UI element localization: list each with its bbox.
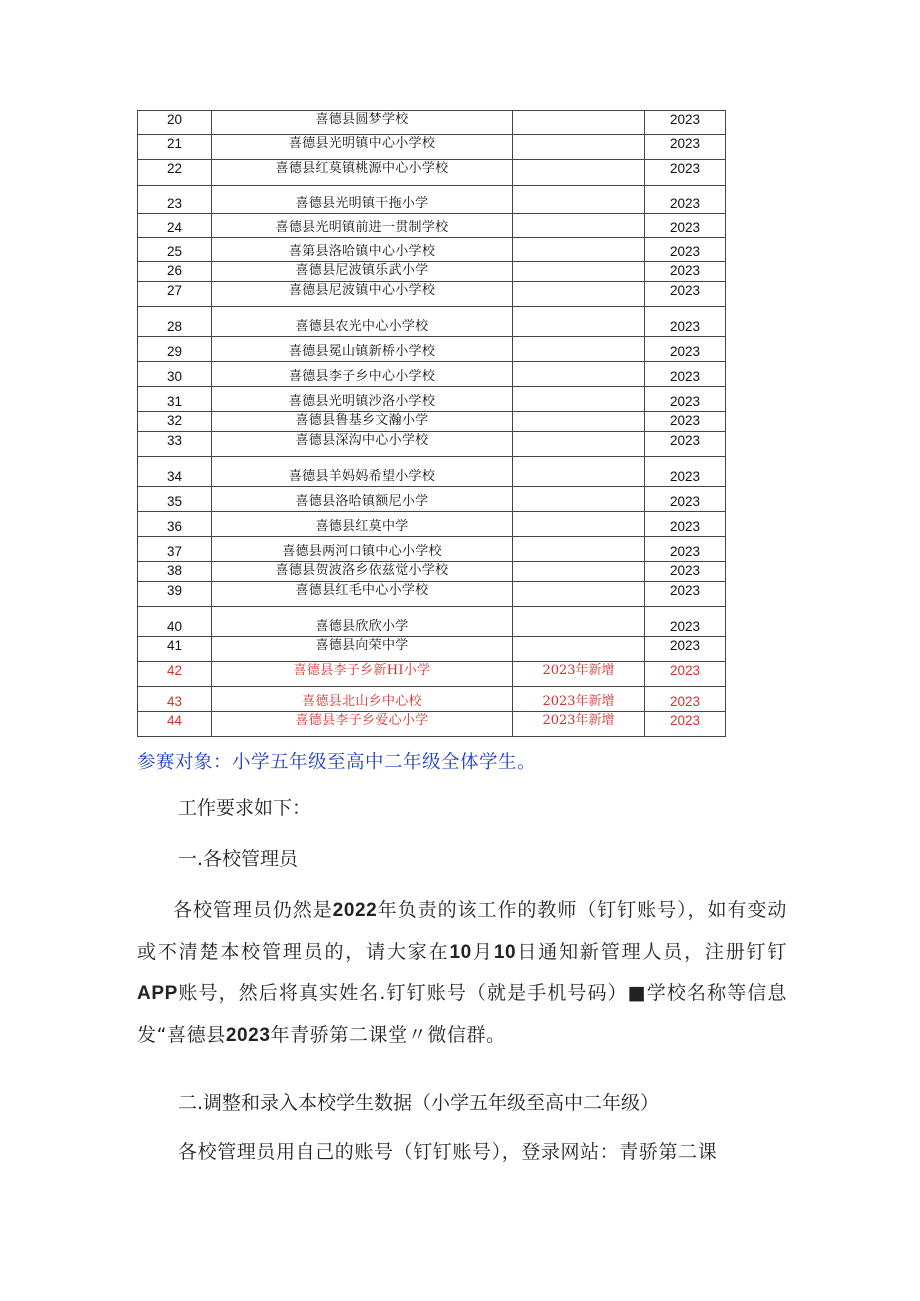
note-cell [513, 412, 645, 432]
row-number-cell: 42 [138, 662, 212, 687]
year-cell: 2023 [645, 387, 726, 412]
section-2-title: 二.调整和录入本校学生数据（小学五年级至高中二年级） [178, 1092, 660, 1114]
school-name-cell: 喜德县圆梦学校 [212, 111, 513, 135]
body-number: 10 [449, 941, 472, 963]
school-name-cell: 喜德县光明镇中心小学校 [212, 135, 513, 160]
note-cell [513, 512, 645, 537]
note-cell: 2023年新增 [513, 712, 645, 737]
table-row [138, 214, 726, 238]
year-cell: 2023 [645, 214, 726, 238]
year-cell: 2023 [645, 687, 726, 712]
table-row [138, 262, 726, 282]
note-cell [513, 582, 645, 607]
row-number-cell: 30 [138, 362, 212, 387]
body-app: APP [137, 983, 178, 1004]
note-cell [513, 307, 645, 337]
body-text: 年负责的该工作的教师（钉钉账号），如有变动或不清楚本校管理员的，请大家在 [137, 899, 787, 963]
year-cell: 2023 [645, 262, 726, 282]
school-name-cell: 喜德县光明镇干拖小学 [212, 186, 513, 214]
row-number-cell: 25 [138, 238, 212, 262]
year-cell: 2023 [645, 135, 726, 160]
row-number-cell: 34 [138, 457, 212, 487]
table-row [138, 412, 726, 432]
table-row [138, 487, 726, 512]
school-name-cell: 喜德县向荣中学 [212, 637, 513, 662]
note-cell [513, 487, 645, 512]
school-name-cell: 喜德县欣欣小学 [212, 607, 513, 637]
note-cell [513, 135, 645, 160]
year-cell: 2023 [645, 412, 726, 432]
note-cell [513, 111, 645, 135]
table-row [138, 637, 726, 662]
table-row [138, 662, 726, 687]
body-text: 日通知新管理人员，注册钉钉 [516, 940, 787, 963]
table-row [138, 687, 726, 712]
school-name-cell: 喜德县红毛中心小学校 [212, 582, 513, 607]
note-cell [513, 562, 645, 582]
year-cell: 2023 [645, 607, 726, 637]
row-number-cell: 36 [138, 512, 212, 537]
year-cell: 2023 [645, 186, 726, 214]
school-name-cell: 喜德县尼波镇乐武小学 [212, 262, 513, 282]
table-row [138, 282, 726, 307]
school-name-cell: 喜德县北山乡中心校 [212, 687, 513, 712]
year-cell: 2023 [645, 712, 726, 737]
row-number-cell: 27 [138, 282, 212, 307]
row-number-cell: 29 [138, 337, 212, 362]
school-name-cell: 喜德县农光中心小学校 [212, 307, 513, 337]
section-2-body: 各校管理员用自己的账号（钉钉账号），登录网站：青骄第二课 [178, 1141, 718, 1163]
note-cell [513, 387, 645, 412]
year-cell: 2023 [645, 662, 726, 687]
table-row [138, 362, 726, 387]
school-name-cell: 喜德县洛哈镇额尼小学 [212, 487, 513, 512]
note-cell [513, 186, 645, 214]
year-cell: 2023 [645, 457, 726, 487]
table-row [138, 135, 726, 160]
table-row [138, 387, 726, 412]
year-cell: 2023 [645, 238, 726, 262]
note-cell [513, 637, 645, 662]
row-number-cell: 20 [138, 111, 212, 135]
table-row [138, 238, 726, 262]
school-name-cell: 喜德县两河口镇中心小学校 [212, 537, 513, 562]
school-name-cell: 喜德县冕山镇新桥小学校 [212, 337, 513, 362]
year-cell: 2023 [645, 160, 726, 186]
row-number-cell: 28 [138, 307, 212, 337]
school-name-cell: 喜德县红莫镇桃源中心小学校 [212, 160, 513, 186]
row-number-cell: 24 [138, 214, 212, 238]
row-number-cell: 26 [138, 262, 212, 282]
note-cell [513, 337, 645, 362]
row-number-cell: 41 [138, 637, 212, 662]
body-text: 各校管理员仍然是 [173, 899, 333, 921]
school-name-cell: 喜德县鲁基乡文瀚小学 [212, 412, 513, 432]
year-cell: 2023 [645, 432, 726, 457]
school-name-cell: 喜德县深沟中心小学校 [212, 432, 513, 457]
table-row [138, 337, 726, 362]
year-cell: 2023 [645, 362, 726, 387]
note-cell [513, 362, 645, 387]
row-number-cell: 32 [138, 412, 212, 432]
table-row [138, 562, 726, 582]
year-cell: 2023 [645, 307, 726, 337]
year-cell: 2023 [645, 282, 726, 307]
note-cell [513, 214, 645, 238]
year-cell: 2023 [645, 637, 726, 662]
year-cell: 2023 [645, 512, 726, 537]
row-number-cell: 40 [138, 607, 212, 637]
table-row [138, 307, 726, 337]
note-cell [513, 238, 645, 262]
table-row [138, 537, 726, 562]
row-number-cell: 22 [138, 160, 212, 186]
section-1-title: 一.各校管理员 [178, 848, 299, 870]
row-number-cell: 35 [138, 487, 212, 512]
school-name-cell: 喜德县尼波镇中心小学校 [212, 282, 513, 307]
school-name-cell: 喜第县洛哈镇中心小学校 [212, 238, 513, 262]
row-number-cell: 43 [138, 687, 212, 712]
school-name-cell: 喜德县光明镇前进一贯制学校 [212, 214, 513, 238]
year-cell: 2023 [645, 111, 726, 135]
row-number-cell: 21 [138, 135, 212, 160]
body-text: 月 [471, 940, 494, 963]
body-number: 2023 [225, 1024, 271, 1046]
school-name-cell: 喜德县李子乡新HI小学 [212, 662, 513, 687]
body-number: 10 [493, 941, 517, 963]
school-list-table [137, 110, 726, 737]
row-number-cell: 39 [138, 582, 212, 607]
table-row [138, 186, 726, 214]
table-row [138, 582, 726, 607]
year-cell: 2023 [645, 487, 726, 512]
school-name-cell: 喜德县李子乡中心小学校 [212, 362, 513, 387]
row-number-cell: 37 [138, 537, 212, 562]
school-name-cell: 喜德县李子乡爱心小学 [212, 712, 513, 737]
participants-line: 参赛对象：小学五年级至高中二年级全体学生。 [137, 752, 537, 773]
section-1-body [137, 890, 787, 1056]
year-cell: 2023 [645, 582, 726, 607]
body-number: 2022 [332, 900, 378, 921]
note-cell [513, 160, 645, 186]
row-number-cell: 33 [138, 432, 212, 457]
note-cell [513, 457, 645, 487]
body-text: 年青骄第二课堂〃微信群。 [270, 1023, 506, 1046]
year-cell: 2023 [645, 337, 726, 362]
school-name-cell: 喜德县贺波洛乡依兹觉小学校 [212, 562, 513, 582]
row-number-cell: 23 [138, 186, 212, 214]
year-cell: 2023 [645, 537, 726, 562]
school-table-body [138, 111, 726, 737]
table-row [138, 111, 726, 135]
table-row [138, 160, 726, 186]
table-row [138, 712, 726, 737]
school-name-cell: 喜德县羊妈妈希望小学校 [212, 457, 513, 487]
work-requirements-heading: 工作要求如下： [178, 797, 312, 819]
table-row [138, 607, 726, 637]
table-row [138, 512, 726, 537]
note-cell: 2023年新增 [513, 662, 645, 687]
school-name-cell: 喜德县红莫中学 [212, 512, 513, 537]
note-cell [513, 607, 645, 637]
table-row [138, 432, 726, 457]
table-row [138, 457, 726, 487]
note-cell [513, 537, 645, 562]
row-number-cell: 38 [138, 562, 212, 582]
body-text: 账号，然后将真实姓名.钉钉账号（就是手机号码）■学校名称等信息发“喜德县 [137, 982, 787, 1046]
note-cell [513, 282, 645, 307]
row-number-cell: 44 [138, 712, 212, 737]
school-name-cell: 喜德县光明镇沙洛小学校 [212, 387, 513, 412]
row-number-cell: 31 [138, 387, 212, 412]
note-cell: 2023年新增 [513, 687, 645, 712]
note-cell [513, 262, 645, 282]
year-cell: 2023 [645, 562, 726, 582]
note-cell [513, 432, 645, 457]
